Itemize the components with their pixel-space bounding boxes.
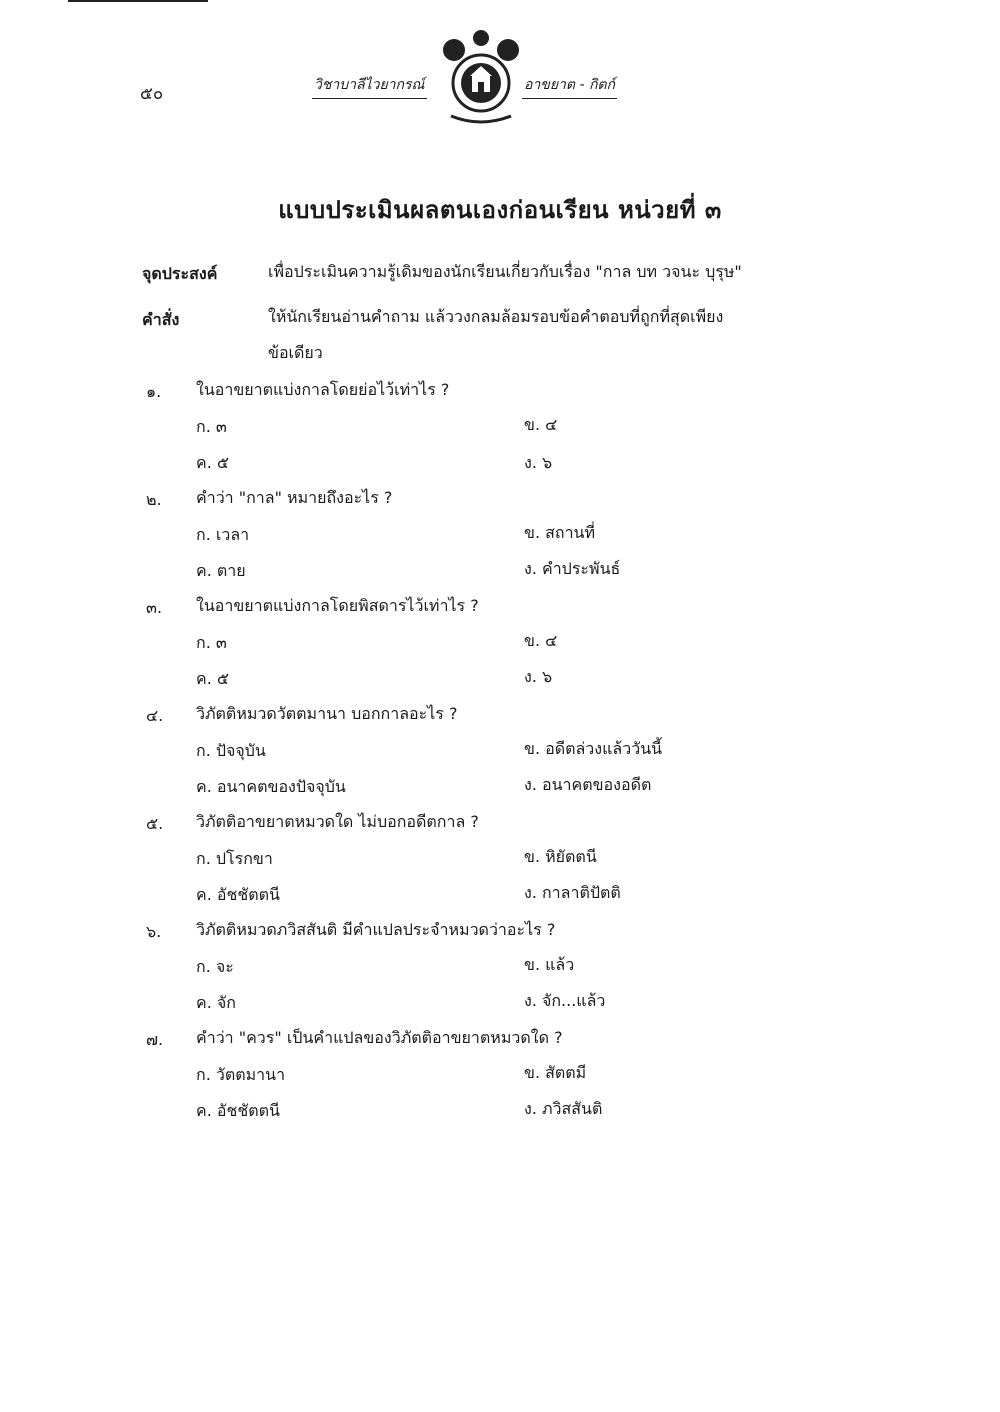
- page-title: แบบประเมินผลตนเองก่อนเรียน หน่วยที่ ๓: [278, 196, 722, 224]
- option-d: ง. กาลาติปัตติ: [524, 883, 621, 902]
- instruction-line-1: ให้นักเรียนอ่านคำถาม แล้ววงกลมล้อมรอบข้อคำตอบที่ถูกที่สุดเพียง: [268, 307, 724, 326]
- header-subject: วิชาบาลีไวยากรณ์: [312, 74, 427, 99]
- option-b: ข. สถานที่: [524, 523, 596, 542]
- school-emblem-icon: [436, 28, 526, 128]
- header-class-label: อาขยาต - กิตก์: [522, 74, 617, 99]
- option-a: ก. จะ: [196, 957, 234, 976]
- option-c: ค. อนาคตของปัจจุบัน: [196, 777, 346, 796]
- option-a: ก. ๓: [196, 633, 227, 652]
- top-rule: [68, 0, 208, 2]
- question-text: คำว่า "ควร" เป็นคำแปลของวิภัตติอาขยาตหมวดใด ?: [196, 1028, 563, 1047]
- option-c: ค. อัชชัตตนี: [196, 885, 280, 904]
- option-a: ก. เวลา: [196, 525, 250, 544]
- option-b: ข. อดีตล่วงแล้ววันนี้: [524, 739, 663, 758]
- instruction-label: คำสั่ง: [142, 310, 180, 329]
- option-c: ค. ๕: [196, 669, 229, 688]
- option-d: ง. อนาคตของอดีต: [524, 775, 652, 794]
- purpose-label: จุดประสงค์: [142, 264, 218, 283]
- option-a: ก. ๓: [196, 417, 227, 436]
- question-text: คำว่า "กาล" หมายถึงอะไร ?: [196, 488, 393, 507]
- option-b: ข. แล้ว: [524, 955, 575, 974]
- page-number: ๕๐: [140, 84, 164, 104]
- option-c: ค. ๕: [196, 453, 229, 472]
- question-text: ในอาขยาตแบ่งกาลโดยย่อไว้เท่าไร ?: [196, 380, 450, 399]
- option-c: ค. อัชชัตตนี: [196, 1101, 280, 1120]
- purpose-text: เพื่อประเมินความรู้เดิมของนักเรียนเกี่ยวกับเรื่อง "กาล บท วจนะ บุรุษ": [268, 262, 742, 281]
- question-number: ๓.: [146, 598, 163, 617]
- option-d: ง. ๖: [524, 453, 553, 472]
- question-number: ๑.: [146, 382, 162, 401]
- option-b: ข. หิยัตตนี: [524, 847, 597, 866]
- option-a: ก. ปโรกขา: [196, 849, 273, 868]
- option-b: ข. สัตตมี: [524, 1063, 587, 1082]
- question-number: ๕.: [146, 814, 164, 833]
- instruction-line-2: ข้อเดียว: [268, 343, 323, 362]
- option-b: ข. ๔: [524, 631, 558, 650]
- question-text: วิภัตติหมวดวัตตมานา บอกกาลอะไร ?: [196, 704, 458, 723]
- option-b: ข. ๔: [524, 415, 558, 434]
- question-number: ๗.: [146, 1030, 164, 1049]
- option-c: ค. จัก: [196, 993, 236, 1012]
- option-a: ก. วัตตมานา: [196, 1065, 286, 1084]
- question-number: ๖.: [146, 922, 162, 941]
- option-a: ก. ปัจจุบัน: [196, 741, 266, 760]
- question-number: ๒.: [146, 490, 162, 509]
- question-number: ๔.: [146, 706, 164, 725]
- question-text: ในอาขยาตแบ่งกาลโดยพิสดารไว้เท่าไร ?: [196, 596, 479, 615]
- option-d: ง. คำประพันธ์: [524, 559, 621, 578]
- option-d: ง. ภวิสสันติ: [524, 1099, 603, 1118]
- question-text: วิภัตติอาขยาตหมวดใด ไม่บอกอดีตกาล ?: [196, 812, 479, 831]
- option-c: ค. ตาย: [196, 561, 246, 580]
- option-d: ง. จัก...แล้ว: [524, 991, 606, 1010]
- question-text: วิภัตติหมวดภวิสสันติ มีคำแปลประจำหมวดว่าอะไร ?: [196, 920, 556, 939]
- option-d: ง. ๖: [524, 667, 553, 686]
